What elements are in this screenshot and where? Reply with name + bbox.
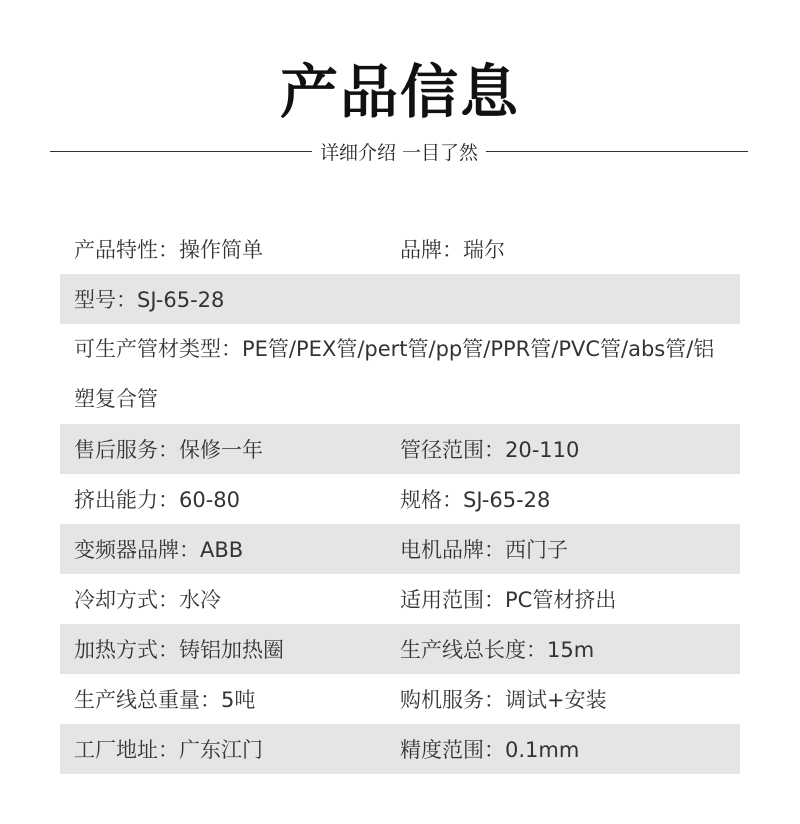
spec-row: [60, 674, 740, 724]
spec-cell-line-weight: 生产线总重量：5吨: [74, 688, 256, 712]
spec-cell-model: 型号：SJ-65-28: [74, 288, 225, 312]
spec-row: [60, 524, 740, 574]
spec-row: [60, 574, 740, 624]
spec-row: [60, 324, 740, 424]
spec-row: [60, 474, 740, 524]
spec-row: [60, 224, 740, 274]
spec-cell-after-sales: 售后服务：保修一年: [74, 438, 263, 462]
spec-cell-application: 适用范围：PC管材挤出: [400, 588, 617, 612]
spec-row: [60, 424, 740, 474]
spec-row: [60, 724, 740, 774]
spec-table: [60, 224, 740, 774]
spec-cell-extrusion-capacity: 挤出能力：60-80: [74, 488, 241, 512]
spec-cell-inverter-brand: 变频器品牌：ABB: [74, 538, 244, 562]
divider-line-left: [50, 151, 312, 152]
divider-line-right: [486, 151, 748, 152]
spec-cell-specification: 规格：SJ-65-28: [400, 488, 551, 512]
spec-cell-pipe-types: 可生产管材类型：PE管/PEX管/pert管/pp管/PPR管/PVC管/abs管/铝塑复合管: [74, 337, 715, 411]
spec-cell-brand: 品牌：瑞尔: [400, 238, 505, 262]
spec-cell-precision: 精度范围：0.1mm: [400, 738, 580, 762]
spec-cell-diameter-range: 管径范围：20-110: [400, 438, 580, 462]
page-subtitle: 详细介绍 一目了然: [319, 141, 479, 164]
spec-cell-line-length: 生产线总长度：15m: [400, 638, 595, 662]
spec-cell-heating: 加热方式：铸铝加热圈: [74, 638, 284, 662]
spec-cell-factory-address: 工厂地址：广东江门: [74, 738, 263, 762]
spec-row: [60, 274, 740, 324]
page-title: 产品信息: [279, 58, 520, 126]
subtitle-divider: [50, 136, 748, 166]
spec-cell-purchase-service: 购机服务：调试+安装: [400, 688, 607, 712]
spec-row: [60, 624, 740, 674]
spec-cell-cooling: 冷却方式：水冷: [74, 588, 221, 612]
spec-cell-product-feature: 产品特性：操作简单: [74, 238, 263, 262]
spec-cell-motor-brand: 电机品牌：西门子: [400, 538, 568, 562]
